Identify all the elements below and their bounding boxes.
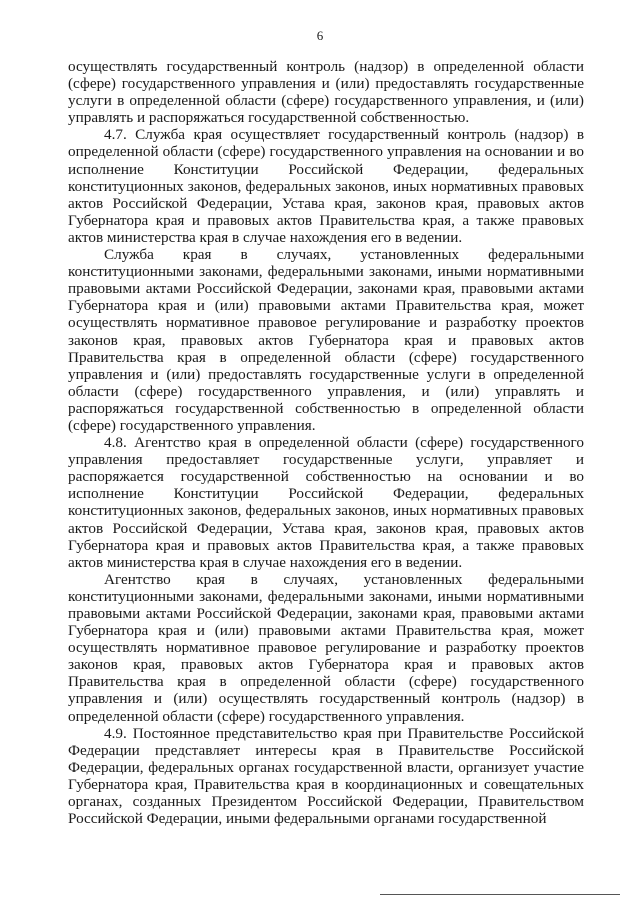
document-body — [68, 58, 584, 827]
paragraph-4-8-agency-powers: Агентство края в случаях, установленных федеральными конституционными законами, федеральными законами, иными нормативными правовыми актами Российской Федерации, законами края, правовыми актами Губернатора края и (или) правовыми актами Правительства края, может осуществлять нормативное правовое регулирование и разработку проектов законов края, правовых актов Губернатора края и правовых актов Правительства края в определенной области (сфере) государственного управления и (или) осуществлять государственный контроль (надзор) в определенной области (сфере) государственного управления. — [68, 570, 584, 725]
paragraph-continuation: осуществлять государственный контроль (надзор) в определенной области (сфере) государственного управления и (или) предоставлять государственные услуги в определенной области (сфере) государственного управления, и (или) управлять и распоряжаться государственной собственностью. — [68, 58, 584, 127]
paragraph-4-7-service-powers: Служба края в случаях, установленных федеральными конституционными законами, федеральными законами, иными нормативными правовыми актами Российской Федерации, законами края, правовыми актами Губернатора края и (или) правовыми актами Правительства края, может осуществлять нормативное правовое регулирование и разработку проектов законов края, правовых актов Губернатора края и правовых актов Правительства края в определенной области (сфере) государственного управления и (или) предоставлять государственные услуги в определенной области (сфере) государственного управления, и (или) управлять и распоряжаться государственной собственностью в определенной области (сфере) государственного управления. — [68, 246, 584, 434]
page-number: 6 — [316, 28, 324, 43]
paragraph-4-9: 4.9. Постоянное представительство края при Правительстве Российской Федерации представляет интересы края в Правительстве Российской Федерации, федеральных органах государственной власти, организует участие Губернатора края, Правительства края в координационных и совещательных органах, созданных Президентом Российской Федерации, Правительством Российской Федерации, иными федеральными органами государственной — [68, 724, 584, 828]
paragraph-4-8: 4.8. Агентство края в определенной области (сфере) государственного управления предоставляет государственные услуги, управляет и распоряжается государственной собственностью на основании и во исполнение Конституции Российской Федерации, федеральных конституционных законов, федеральных законов, иных нормативных правовых актов Российской Федерации, Устава края, законов края, правовых актов Губернатора края и правовых актов Правительства края, а также правовых актов министерства края в случае нахождения его в ведении. — [68, 434, 584, 571]
paragraph-4-7: 4.7. Служба края осуществляет государственный контроль (надзор) в определенной области (сфере) государственного управления на основании и во исполнение Конституции Российской Федерации, федеральных конституционных законов, федеральных законов, иных нормативных правовых актов Российской Федерации, Устава края, законов края, правовых актов Губернатора края и правовых актов Правительства края, а также правовых актов министерства края в случае нахождения его в ведении. — [68, 126, 584, 246]
footer-divider — [380, 894, 620, 895]
